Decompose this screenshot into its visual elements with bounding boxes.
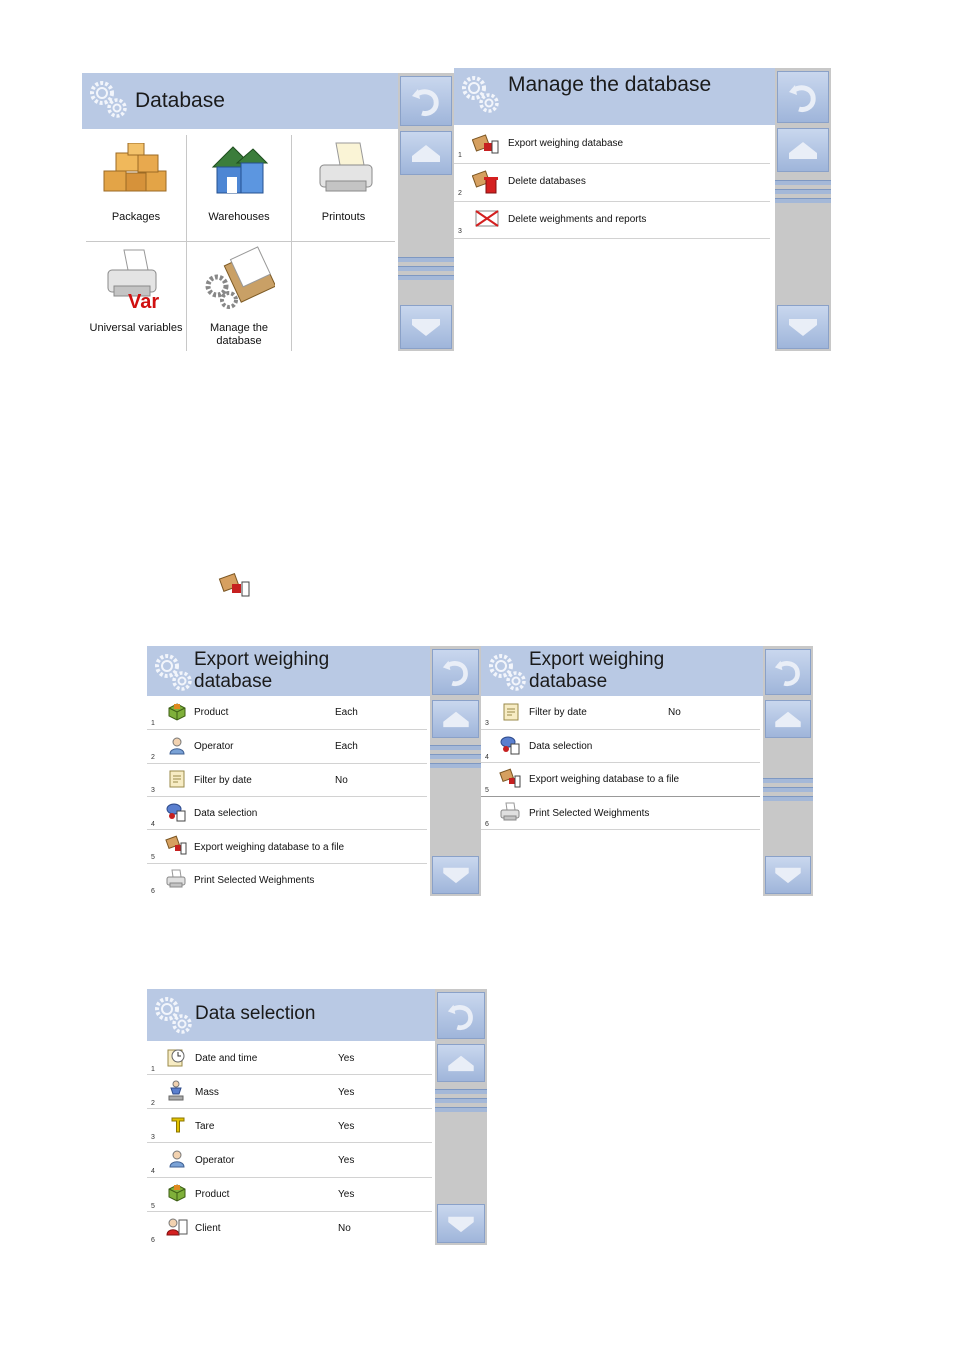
header-bar	[481, 646, 763, 696]
arrow-down-icon	[773, 865, 803, 885]
print-icon	[499, 802, 521, 822]
scroll-up-button[interactable]	[432, 700, 479, 738]
item-label: Filter by date	[194, 775, 252, 786]
page-title: Database	[135, 89, 225, 112]
gears-icon	[88, 79, 128, 119]
side-rail	[430, 646, 481, 896]
item-value: Yes	[338, 1189, 355, 1200]
undo-icon	[410, 85, 442, 117]
scroll-up-button[interactable]	[400, 131, 452, 175]
gears-icon	[487, 652, 527, 692]
item-label: Delete databases	[508, 176, 586, 187]
filter-date-icon	[501, 702, 521, 722]
row-number: 5	[151, 1203, 155, 1210]
row-number: 6	[485, 821, 489, 828]
data-selection-screen	[147, 989, 487, 1245]
item-value: No	[338, 1223, 351, 1234]
row-number: 2	[151, 754, 155, 761]
print-icon	[165, 869, 187, 889]
scroll-up-button[interactable]	[765, 700, 811, 738]
list-item[interactable]	[147, 730, 427, 764]
item-value: No	[668, 707, 681, 718]
printer-icon	[316, 141, 376, 201]
row-number: 4	[151, 1168, 155, 1175]
item-value: No	[335, 775, 348, 786]
page-title	[194, 649, 329, 693]
arrow-up-icon	[773, 709, 803, 729]
scrollbar-handle[interactable]	[763, 774, 813, 804]
product-icon	[167, 1183, 187, 1203]
list-item[interactable]	[147, 1143, 432, 1178]
list-item[interactable]	[454, 125, 770, 164]
export-database-icon	[472, 131, 500, 155]
client-icon	[165, 1216, 189, 1238]
tile-label: Packages	[111, 211, 161, 223]
back-button[interactable]	[437, 992, 485, 1039]
row-number: 3	[485, 720, 489, 727]
tile-label-line1: Manage the	[209, 322, 269, 334]
list-item[interactable]	[147, 1041, 432, 1075]
scroll-up-button[interactable]	[437, 1044, 485, 1082]
row-number: 5	[151, 854, 155, 861]
tile-universal-variables[interactable]	[86, 242, 187, 351]
item-value: Yes	[338, 1155, 355, 1166]
item-label: Data selection	[529, 741, 593, 752]
packages-icon	[100, 143, 170, 203]
item-label: Mass	[195, 1087, 219, 1098]
scroll-down-button[interactable]	[400, 305, 452, 349]
arrow-up-icon	[410, 142, 442, 164]
scrollbar-handle[interactable]	[398, 253, 454, 283]
undo-icon	[787, 81, 819, 113]
gears-icon	[153, 995, 193, 1035]
side-rail	[775, 68, 831, 351]
scroll-down-button[interactable]	[432, 856, 479, 894]
list-item[interactable]	[147, 1109, 432, 1143]
undo-icon	[441, 657, 471, 687]
clock-icon	[165, 1046, 187, 1068]
tile-warehouses[interactable]	[187, 135, 292, 242]
row-number: 3	[458, 228, 462, 235]
list-item[interactable]	[147, 830, 427, 864]
item-value: Each	[335, 707, 358, 718]
header-bar	[147, 989, 435, 1041]
scroll-down-button[interactable]	[437, 1204, 485, 1243]
page-title: Manage the database	[508, 73, 712, 96]
header-bar	[454, 68, 775, 125]
product-icon	[167, 702, 187, 722]
page-title	[529, 649, 664, 693]
list-item[interactable]	[147, 764, 427, 797]
row-number: 6	[151, 888, 155, 895]
back-button[interactable]	[765, 649, 811, 695]
tile-label: Warehouses	[208, 211, 270, 223]
row-number: 4	[151, 821, 155, 828]
delete-databases-icon	[472, 169, 500, 195]
operator-icon	[167, 736, 187, 756]
gears-icon	[153, 652, 193, 692]
tile-printouts[interactable]	[292, 135, 395, 242]
item-value: Yes	[338, 1053, 355, 1064]
header-bar	[147, 646, 430, 696]
arrow-down-icon	[787, 316, 819, 338]
undo-icon	[773, 657, 803, 687]
list-item[interactable]	[454, 202, 770, 239]
var-badge: Var	[128, 291, 160, 312]
item-label: Filter by date	[529, 707, 587, 718]
item-label: Product	[195, 1189, 230, 1200]
item-label: Client	[195, 1223, 221, 1234]
export-file-icon	[499, 768, 521, 788]
export-database-icon	[218, 570, 252, 598]
database-screen	[82, 73, 454, 351]
list-item[interactable]	[147, 696, 427, 730]
delete-reports-icon	[472, 207, 502, 231]
item-label: Print Selected Weighments	[194, 875, 315, 886]
arrow-up-icon	[441, 709, 471, 729]
arrow-up-icon	[787, 139, 819, 161]
title-line2: database	[194, 671, 273, 692]
undo-icon	[446, 1001, 476, 1031]
back-button[interactable]	[432, 649, 479, 695]
tile-label: Universal variables	[89, 322, 183, 334]
tare-icon	[167, 1114, 189, 1136]
row-number: 2	[151, 1100, 155, 1107]
list-item[interactable]	[147, 1075, 432, 1109]
side-rail	[763, 646, 813, 896]
export-database-screen-a	[147, 646, 481, 896]
side-rail	[435, 989, 487, 1245]
title-line1: Export weighing	[529, 649, 665, 670]
var-printer-icon	[102, 248, 172, 312]
row-number: 1	[458, 152, 462, 159]
scroll-down-button[interactable]	[765, 856, 811, 894]
item-label: Product	[194, 707, 229, 718]
item-label: Operator	[195, 1155, 235, 1166]
title-line1: Export weighing	[194, 649, 330, 670]
row-number: 1	[151, 720, 155, 727]
tile-packages[interactable]	[86, 135, 187, 242]
list-item[interactable]	[481, 730, 760, 763]
mass-icon	[165, 1080, 187, 1102]
warehouse-icon	[209, 141, 269, 201]
row-number: 1	[151, 1066, 155, 1073]
item-label: Data selection	[194, 808, 258, 819]
list-item[interactable]	[481, 696, 760, 730]
header-bar	[82, 73, 398, 129]
list-item[interactable]	[147, 797, 427, 830]
list-item[interactable]	[147, 864, 427, 896]
data-selection-icon	[165, 802, 187, 822]
list-item[interactable]	[481, 797, 760, 830]
manage-database-icon	[205, 246, 275, 312]
tile-label	[187, 322, 291, 348]
back-button[interactable]	[400, 76, 452, 126]
row-number: 5	[485, 787, 489, 794]
arrow-up-icon	[446, 1053, 476, 1073]
gears-icon	[460, 74, 500, 114]
list-item[interactable]	[481, 763, 760, 797]
item-label: Export weighing database	[508, 138, 624, 149]
operator-icon	[167, 1149, 187, 1169]
data-selection-icon	[499, 735, 521, 755]
row-number: 6	[151, 1237, 155, 1244]
tile-label-line2: database	[216, 335, 262, 347]
item-label: Delete weighments and reports	[508, 214, 647, 225]
item-label: Date and time	[195, 1053, 258, 1064]
row-number: 3	[151, 787, 155, 794]
item-label: Export weighing database to a file	[194, 842, 345, 853]
list-item[interactable]	[147, 1212, 432, 1245]
arrow-down-icon	[446, 1214, 476, 1234]
item-label: Tare	[195, 1121, 215, 1132]
list-item[interactable]	[147, 1178, 432, 1212]
list-item[interactable]	[454, 164, 770, 202]
back-button[interactable]	[777, 71, 829, 123]
row-number: 3	[151, 1134, 155, 1141]
filter-date-icon	[167, 769, 187, 789]
arrow-down-icon	[410, 316, 442, 338]
row-number: 2	[458, 190, 462, 197]
export-database-screen-b	[481, 646, 813, 896]
scrollbar-handle[interactable]	[430, 741, 481, 771]
tile-label: Printouts	[321, 211, 366, 223]
manage-database-screen	[454, 68, 831, 351]
tile-manage-database[interactable]	[187, 242, 292, 351]
item-value: Yes	[338, 1087, 355, 1098]
scrollbar-handle[interactable]	[435, 1085, 487, 1115]
scroll-down-button[interactable]	[777, 305, 829, 349]
side-rail	[398, 73, 454, 351]
page-title: Data selection	[195, 1003, 316, 1024]
item-label: Operator	[194, 741, 234, 752]
row-number: 4	[485, 754, 489, 761]
item-label: Export weighing database to a file	[529, 774, 680, 785]
arrow-down-icon	[441, 865, 471, 885]
title-line2: database	[529, 671, 608, 692]
item-value: Each	[335, 741, 358, 752]
item-label: Print Selected Weighments	[529, 808, 650, 819]
scroll-up-button[interactable]	[777, 128, 829, 172]
item-value: Yes	[338, 1121, 355, 1132]
scrollbar-handle[interactable]	[775, 176, 831, 206]
export-file-icon	[165, 835, 187, 855]
